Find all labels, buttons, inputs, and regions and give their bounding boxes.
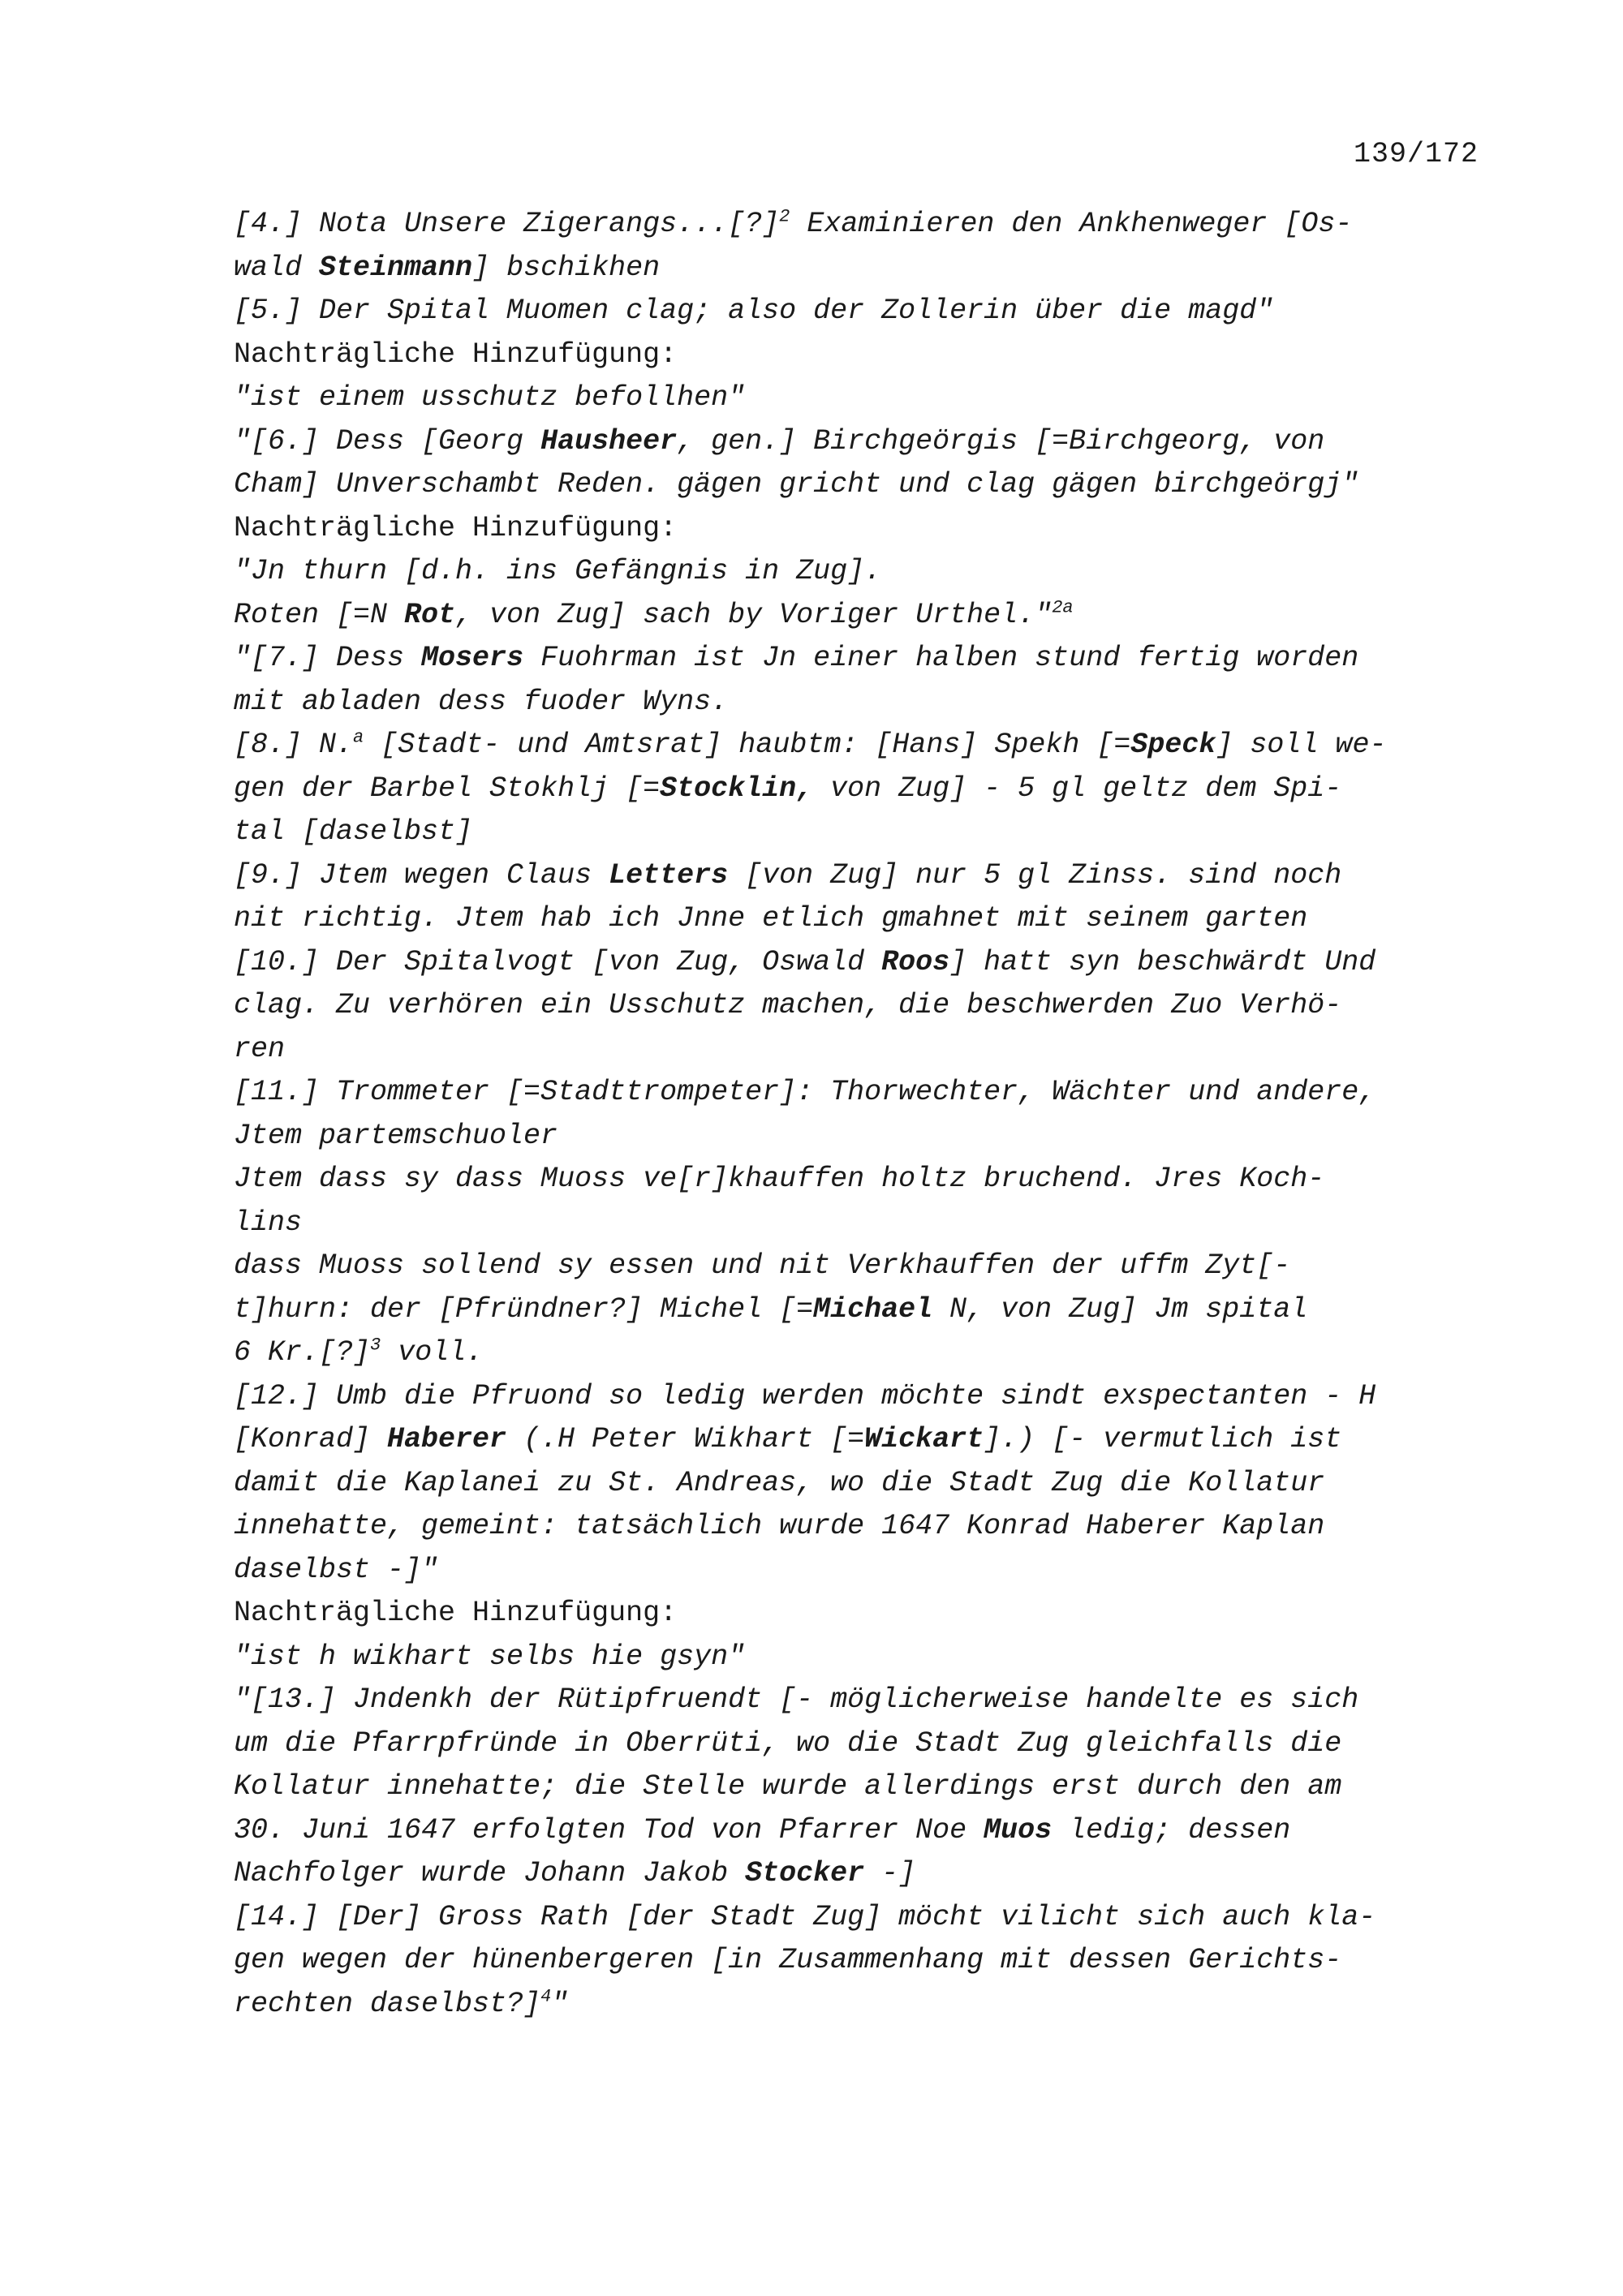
entry-13 <box>234 1679 1500 1896</box>
person-name: Haberer <box>387 1423 507 1455</box>
entry-10 <box>234 941 1500 1072</box>
entry-text: rechten daselbst?] <box>234 1987 541 2020</box>
entry-text: "[7.] Dess <box>234 642 422 674</box>
entry-text: lins <box>234 1206 303 1239</box>
person-name: Rot <box>404 598 456 631</box>
entry-text: Jtem partemschuoler <box>234 1119 558 1152</box>
footnote-ref: 2 <box>779 206 790 227</box>
entry-text: um die Pfarrpfründe in Oberrüti, wo die Stadt Zug gleichfalls die <box>234 1726 1342 1760</box>
addition-label: Nachträgliche Hinzufügung: <box>234 338 678 371</box>
entry-text: daselbst -]" <box>234 1553 439 1586</box>
entry-text: "[6.] Dess [Georg <box>234 424 541 458</box>
entry-text: 30. Juni 1647 erfolgten Tod von Pfarrer Noe <box>234 1813 984 1847</box>
entry-text: t]hurn: der [Pfründner?] Michel [= <box>234 1292 814 1326</box>
entry-text: clag. Zu verhören ein Usschutz machen, die beschwerden Zuo Verhö- <box>234 989 1342 1021</box>
entry-text: "ist h wikhart selbs hie gsyn" <box>234 1640 746 1673</box>
entry-text: , gen.] Birchgeörgis [=Birchgeorg, von <box>677 424 1325 458</box>
entry-text: gen wegen der hünenbergeren [in Zusammenhang mit dessen Gerichts- <box>234 1944 1342 1976</box>
entry-text: [8.] N. <box>234 729 354 761</box>
entry-7 <box>234 637 1500 724</box>
entry-text: [10.] Der Spitalvogt [von Zug, Oswald <box>234 945 882 978</box>
entry-text: tal [daselbst] <box>234 815 473 848</box>
entry-text: nit richtig. Jtem hab ich Jnne etlich gmahnet mit seinem garten <box>234 902 1308 935</box>
document-body <box>234 203 1500 2026</box>
entry-text: [14.] [Der] Gross Rath [der Stadt Zug] möcht vilicht sich auch kla- <box>234 1900 1376 1933</box>
entry-text: Roten [=N <box>234 598 405 631</box>
footnote-ref: a <box>353 727 364 748</box>
entry-text: [5.] Der Spital Muomen clag; also der Zollerin über die magd" <box>234 295 1274 327</box>
entry-text: von Zug] - 5 gl geltz dem Spi- <box>813 772 1342 805</box>
entry-text: (.H Peter Wikhart [= <box>506 1423 865 1455</box>
entry-text: Jtem dass sy dass Muoss ve[r]khauffen holtz bruchend. Jres Koch- <box>234 1163 1325 1195</box>
entry-text: Nachfolger wurde Johann Jakob <box>234 1857 746 1890</box>
entry-text: [11.] Trommeter [=Stadttrompeter]: Thorwechter, Wächter und andere, <box>234 1076 1376 1108</box>
entry-9 <box>234 854 1500 941</box>
addition-label: Nachträgliche Hinzufügung: <box>234 1597 678 1629</box>
entry-text: ] hatt syn beschwärdt Und <box>949 945 1376 978</box>
entry-text: "ist einem usschutz befollhen" <box>234 381 746 414</box>
entry-text: "Jn thurn [d.h. ins Gefängnis in Zug]. <box>234 555 882 587</box>
person-name: Stocker <box>745 1857 865 1890</box>
entry-text: Cham] Unverschambt Reden. gägen gricht und clag gägen birchgeörgj" <box>234 468 1359 501</box>
entry-text: "[13.] Jndenkh der Rütipfruendt [- möglicherweise handelte es sich <box>234 1683 1359 1716</box>
entry-text: damit die Kaplanei zu St. Andreas, wo die Stadt Zug die Kollatur <box>234 1466 1325 1499</box>
entry-text: " <box>551 1987 569 2020</box>
entry-text: N, von Zug] Jm spital <box>932 1292 1308 1326</box>
entry-text: ].) [- vermutlich ist <box>984 1423 1342 1455</box>
entry-text: wald <box>234 251 320 284</box>
entry-text: [von Zug] nur 5 gl Zinss. sind noch <box>728 858 1342 892</box>
entry-text: ] bschikhen <box>472 251 661 284</box>
person-name: Hausheer <box>540 424 678 458</box>
person-name: Speck <box>1130 729 1216 761</box>
entry-4 <box>234 203 1500 290</box>
footnote-ref: 3 <box>370 1335 381 1356</box>
entry-text: [Stadt- und Amtsrat] haubtm: [Hans] Spekh [= <box>364 729 1131 761</box>
entry-text: [4.] Nota Unsere Zigerangs...[?] <box>234 208 780 240</box>
entry-text: ledig; dessen <box>1052 1813 1291 1847</box>
entry-text: gen der Barbel Stokhlj [= <box>234 772 661 805</box>
entry-text: ] soll we- <box>1216 729 1387 761</box>
page-number: 139/172 <box>1353 138 1479 170</box>
addition-label: Nachträgliche Hinzufügung: <box>234 511 678 544</box>
person-name: Steinmann <box>319 251 473 284</box>
entry-6 <box>234 420 1500 638</box>
entry-5 <box>234 290 1500 420</box>
entry-text: , von Zug] sach by Voriger Urthel." <box>455 598 1053 631</box>
entry-11 <box>234 1071 1500 1375</box>
person-name: Michael <box>813 1292 933 1326</box>
entry-8 <box>234 724 1500 854</box>
person-name: Mosers <box>421 642 524 674</box>
entry-text: Kollatur innehatte; die Stelle wurde allerdings erst durch den am <box>234 1770 1342 1803</box>
entry-text: 6 Kr.[?] <box>234 1336 371 1369</box>
entry-14 <box>234 1896 1500 2027</box>
entry-text: ren <box>234 1032 286 1065</box>
footnote-ref: 2a <box>1052 596 1074 617</box>
person-name: Letters <box>609 858 729 892</box>
person-name: Stocklin, <box>660 772 814 805</box>
entry-text: Fuohrman ist Jn einer halben stund fertig worden <box>523 642 1359 674</box>
entry-text: mit abladen dess fuoder Wyns. <box>234 685 729 718</box>
entry-12 <box>234 1375 1500 1679</box>
entry-text: voll. <box>381 1336 484 1369</box>
person-name: Muos <box>984 1813 1053 1847</box>
entry-text: [12.] Umb die Pfruond so ledig werden möchte sindt exspectanten - H <box>234 1379 1376 1412</box>
footnote-ref: 4 <box>540 1985 552 2006</box>
entry-text: dass Muoss sollend sy essen und nit Verkhauffen der uffm Zyt[- <box>234 1249 1291 1282</box>
entry-text: -] <box>864 1857 916 1890</box>
person-name: Wickart <box>864 1423 984 1455</box>
person-name: Roos <box>881 945 950 978</box>
entry-text: Examinieren den Ankhenweger [Os- <box>790 208 1353 240</box>
entry-text: [Konrad] <box>234 1423 388 1455</box>
entry-text: innehatte, gemeint: tatsächlich wurde 1647 Konrad Haberer Kaplan <box>234 1510 1325 1542</box>
entry-text: [9.] Jtem wegen Claus <box>234 858 609 892</box>
